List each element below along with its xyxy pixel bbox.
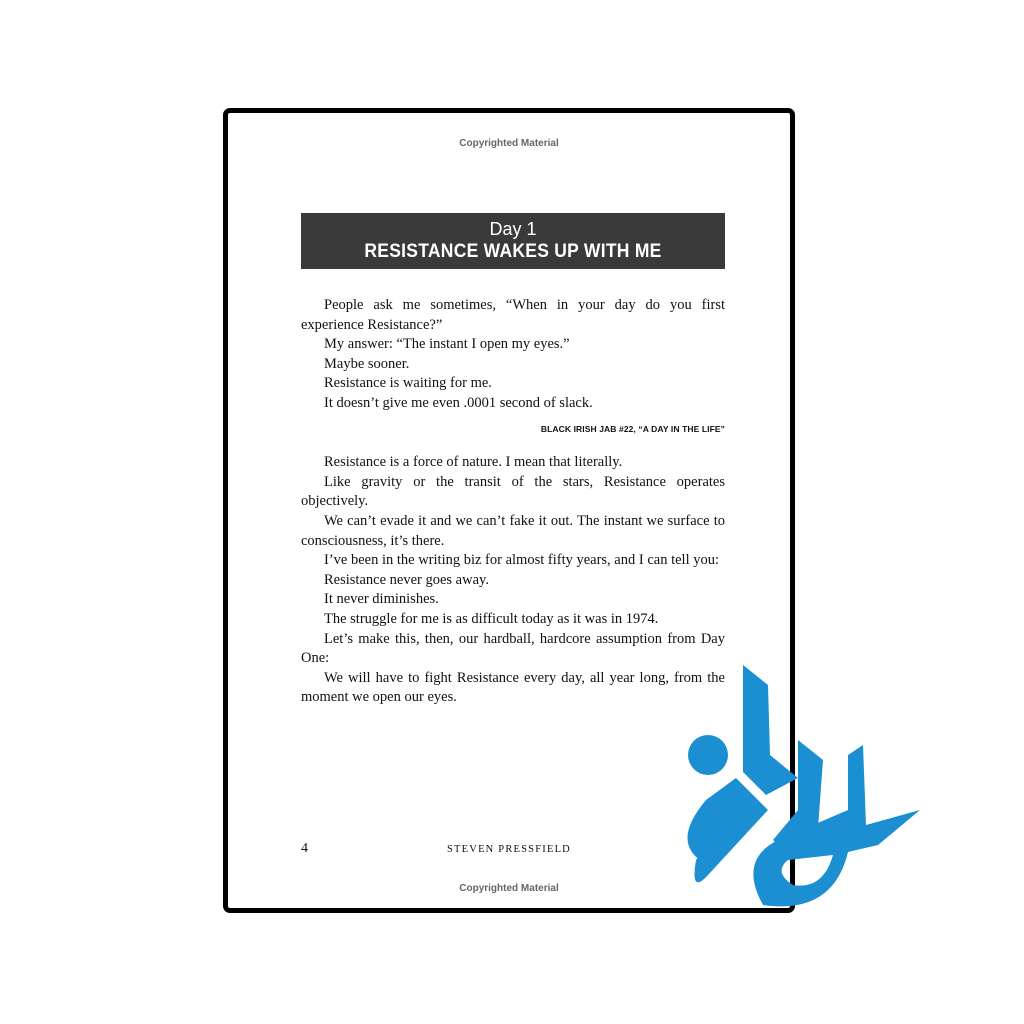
quote-attribution: BLACK IRISH JAB #22, “A DAY IN THE LIFE” [540, 423, 725, 434]
body-paragraph: It never diminishes. [324, 591, 439, 608]
body-paragraph: Let’s make this, then, our hardball, hardcore assumption from Day One: [301, 630, 725, 667]
body-paragraph: I’ve been in the writing biz for almost fifty years, and I can tell you: [324, 552, 719, 569]
quote-paragraph: Resistance is waiting for me. [324, 375, 492, 392]
running-footer-author: STEVEN PRESSFIELD [447, 844, 571, 855]
page-body [301, 296, 725, 708]
quote-paragraph: It doesn’t give me even .0001 second of slack. [324, 394, 593, 411]
quote-paragraph: My answer: “The instant I open my eyes.” [324, 336, 570, 353]
chapter-title: RESISTANCE WAKES UP WITH ME [364, 241, 662, 262]
copyright-notice-top: Copyrighted Material [459, 138, 559, 149]
body-paragraph: We can’t evade it and we can’t fake it out. The instant we surface to consciousness, it’s there. [301, 512, 725, 549]
body-paragraph: Like gravity or the transit of the stars, Resistance operates objectively. [301, 473, 725, 510]
page-number: 4 [301, 841, 308, 856]
quote-paragraph: Maybe sooner. [324, 355, 410, 372]
body-paragraph: Resistance never goes away. [324, 571, 489, 588]
body-paragraph: Resistance is a force of nature. I mean that literally. [324, 454, 623, 471]
chapter-day-label: Day 1 [489, 219, 537, 239]
quote-paragraph: People ask me sometimes, “When in your day do you first experience Resistance?” [301, 297, 725, 333]
body-paragraph: We will have to fight Resistance every day, all year long, from the moment we open our eyes. [301, 669, 725, 706]
copyright-notice-bottom: Copyrighted Material [459, 883, 559, 894]
body-paragraph: The struggle for me is as difficult today as it was in 1974. [324, 610, 659, 627]
chapter-header [301, 213, 725, 269]
brand-logo-icon [648, 660, 923, 915]
